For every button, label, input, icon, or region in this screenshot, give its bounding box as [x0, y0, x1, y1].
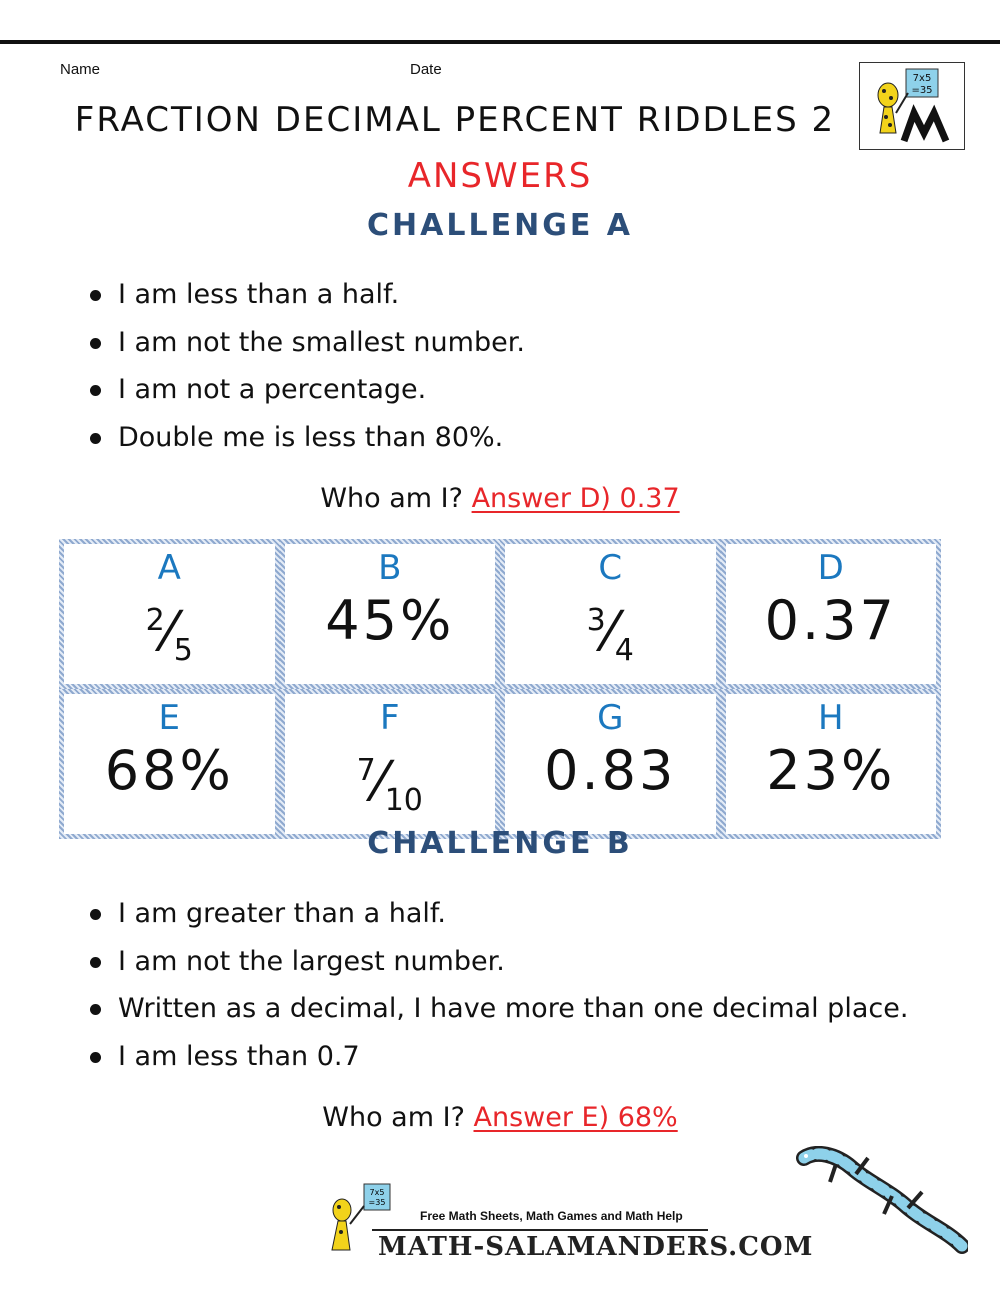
option-cell-d	[721, 539, 942, 689]
challenge-a-heading: CHALLENGE A	[367, 208, 633, 243]
name-label: Name	[60, 61, 101, 78]
option-cell-h	[721, 689, 942, 839]
option-letter: D	[817, 548, 844, 588]
svg-text:=35: =35	[911, 85, 933, 96]
footer-rule	[372, 1229, 708, 1231]
challenge-b-heading: CHALLENGE B	[367, 826, 633, 861]
option-cell-f	[280, 689, 501, 839]
challenge-b-answer: Answer E) 68%	[473, 1102, 678, 1133]
clue-item: I am not the smallest number.	[88, 327, 525, 375]
option-value: 45%	[325, 589, 455, 652]
option-letter: F	[379, 698, 400, 738]
challenge-a-answer: Answer D) 0.37	[471, 483, 680, 514]
who-am-i-label: Who am I?	[322, 1102, 465, 1133]
page-title: FRACTION DECIMAL PERCENT RIDDLES 2	[74, 100, 836, 140]
answers-heading: ANSWERS	[407, 156, 593, 196]
challenge-a-clues	[88, 279, 525, 469]
option-cell-c	[500, 539, 721, 689]
salamander-icon	[796, 1146, 968, 1258]
challenge-b-question	[0, 1102, 1000, 1133]
footer-site-name[interactable]: MATH-SALAMANDERS.COM	[378, 1232, 814, 1262]
who-am-i-label: Who am I?	[320, 483, 463, 514]
svg-text:7x5: 7x5	[912, 73, 932, 84]
option-value: 0.37	[764, 589, 897, 652]
svg-text:=35: =35	[368, 1198, 386, 1207]
option-letter: G	[597, 698, 624, 738]
clue-item: I am not a percentage.	[88, 374, 525, 422]
clue-item: Written as a decimal, I have more than one decimal place.	[88, 993, 908, 1041]
challenge-b-clues	[88, 898, 908, 1088]
option-letter: H	[817, 698, 844, 738]
option-value: $^3⁄_4$	[586, 600, 634, 668]
footer-tagline: Free Math Sheets, Math Games and Math Help	[420, 1209, 683, 1223]
option-letter: B	[378, 548, 402, 588]
option-letter: A	[157, 548, 181, 588]
clue-item: I am greater than a half.	[88, 898, 908, 946]
top-rule	[0, 40, 1000, 44]
option-value: 0.83	[544, 739, 677, 802]
date-label: Date	[410, 61, 442, 78]
clue-item: I am less than 0.7	[88, 1041, 908, 1089]
option-value: $^2⁄_5$	[145, 600, 193, 668]
challenge-a-question	[0, 483, 1000, 514]
options-grid	[59, 539, 941, 818]
option-value: 23%	[766, 739, 896, 802]
option-letter: C	[598, 548, 623, 588]
clue-item: I am less than a half.	[88, 279, 525, 327]
svg-text:7x5: 7x5	[369, 1188, 385, 1197]
clue-item: I am not the largest number.	[88, 946, 908, 994]
option-letter: E	[158, 698, 180, 738]
option-value: 68%	[104, 739, 234, 802]
option-cell-a	[59, 539, 280, 689]
option-value: $^7⁄_{10}$	[356, 750, 423, 818]
option-cell-b	[280, 539, 501, 689]
clue-item: Double me is less than 80%.	[88, 422, 525, 470]
option-cell-g	[500, 689, 721, 839]
option-cell-e	[59, 689, 280, 839]
